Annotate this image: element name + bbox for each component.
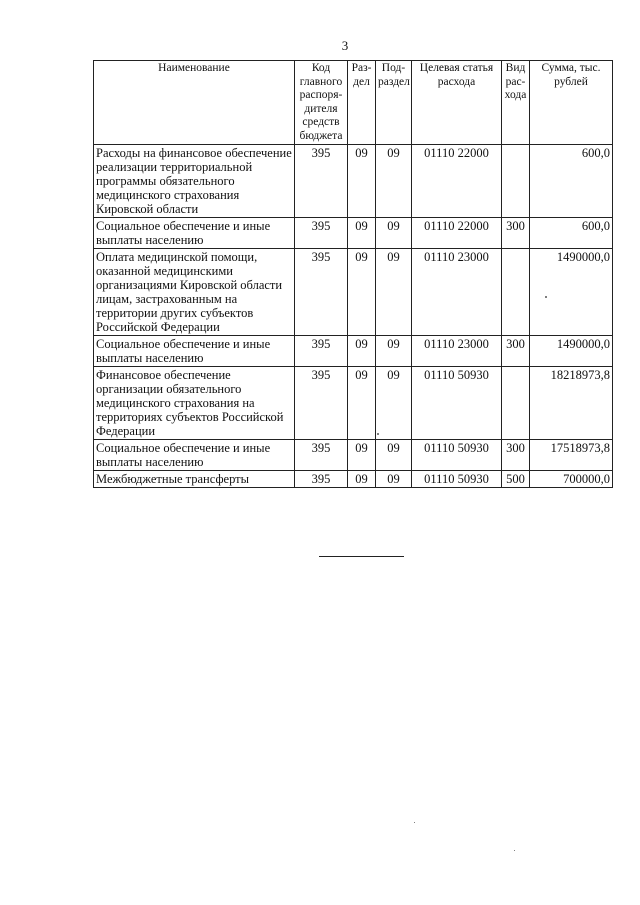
cell-amount: 1490000,0 (530, 249, 613, 336)
cell-name: Финансовое обеспечение организации обязательного медицинского страхования на территориях субъектов Российской Федерации (94, 367, 295, 440)
cell-admin-code: 395 (295, 336, 348, 367)
table-row (94, 249, 613, 336)
scan-speck (377, 433, 379, 435)
budget-table (93, 60, 613, 488)
cell-admin-code: 395 (295, 440, 348, 471)
table-row (94, 336, 613, 367)
end-divider-line (319, 556, 404, 557)
cell-admin-code: 395 (295, 471, 348, 488)
table-header-row (94, 61, 613, 145)
table-row (94, 471, 613, 488)
cell-subsection: 09 (376, 336, 412, 367)
cell-section: 09 (348, 336, 376, 367)
cell-target-item: 01110 22000 (412, 218, 502, 249)
table-row (94, 440, 613, 471)
cell-expense-type (502, 249, 530, 336)
cell-target-item: 01110 50930 (412, 471, 502, 488)
cell-amount: 18218973,8 (530, 367, 613, 440)
cell-expense-type (502, 367, 530, 440)
cell-section: 09 (348, 367, 376, 440)
cell-expense-type: 300 (502, 218, 530, 249)
cell-section: 09 (348, 218, 376, 249)
cell-name: Социальное обеспечение и иные выплаты населению (94, 336, 295, 367)
cell-target-item: 01110 22000 (412, 145, 502, 218)
cell-amount: 600,0 (530, 218, 613, 249)
cell-subsection: 09 (376, 218, 412, 249)
table-row (94, 145, 613, 218)
cell-section: 09 (348, 440, 376, 471)
cell-expense-type (502, 145, 530, 218)
header-name: Наименование (94, 61, 295, 145)
cell-target-item: 01110 23000 (412, 336, 502, 367)
cell-expense-type: 300 (502, 440, 530, 471)
cell-subsection: 09 (376, 471, 412, 488)
cell-target-item: 01110 50930 (412, 440, 502, 471)
header-admin-code: Код главного распоря-дителя средств бюджета (295, 61, 348, 145)
cell-section: 09 (348, 145, 376, 218)
cell-target-item: 01110 23000 (412, 249, 502, 336)
page-number: 3 (341, 38, 349, 53)
cell-name: Межбюджетные трансферты (94, 471, 295, 488)
cell-admin-code: 395 (295, 218, 348, 249)
cell-name: Социальное обеспечение и иные выплаты населению (94, 440, 295, 471)
cell-amount: 600,0 (530, 145, 613, 218)
cell-subsection: 09 (376, 440, 412, 471)
cell-amount: 1490000,0 (530, 336, 613, 367)
header-subsection: Под-раздел (376, 61, 412, 145)
cell-name: Оплата медицинской помощи, оказанной медицинскими организациями Кировской области лицам, застрахованным на территории других субъектов Российской Федерации (94, 249, 295, 336)
cell-admin-code: 395 (295, 367, 348, 440)
cell-subsection: 09 (376, 367, 412, 440)
cell-amount: 700000,0 (530, 471, 613, 488)
cell-expense-type: 300 (502, 336, 530, 367)
cell-admin-code: 395 (295, 249, 348, 336)
cell-subsection: 09 (376, 145, 412, 218)
scan-speck (545, 296, 547, 298)
table-row (94, 367, 613, 440)
cell-section: 09 (348, 249, 376, 336)
header-amount: Сумма, тыс. рублей (530, 61, 613, 145)
cell-subsection: 09 (376, 249, 412, 336)
header-target-item: Целевая статья расхода (412, 61, 502, 145)
cell-name: Социальное обеспечение и иные выплаты населению (94, 218, 295, 249)
header-expense-type: Вид рас-хода (502, 61, 530, 145)
cell-name: Расходы на финансовое обеспечение реализации территориальной программы обязательного медицинского страхования Кировской области (94, 145, 295, 218)
cell-admin-code: 395 (295, 145, 348, 218)
cell-target-item: 01110 50930 (412, 367, 502, 440)
header-section: Раз-дел (348, 61, 376, 145)
scan-speck (514, 850, 515, 851)
cell-section: 09 (348, 471, 376, 488)
scan-speck (414, 822, 415, 823)
cell-expense-type: 500 (502, 471, 530, 488)
table-row (94, 218, 613, 249)
cell-amount: 17518973,8 (530, 440, 613, 471)
